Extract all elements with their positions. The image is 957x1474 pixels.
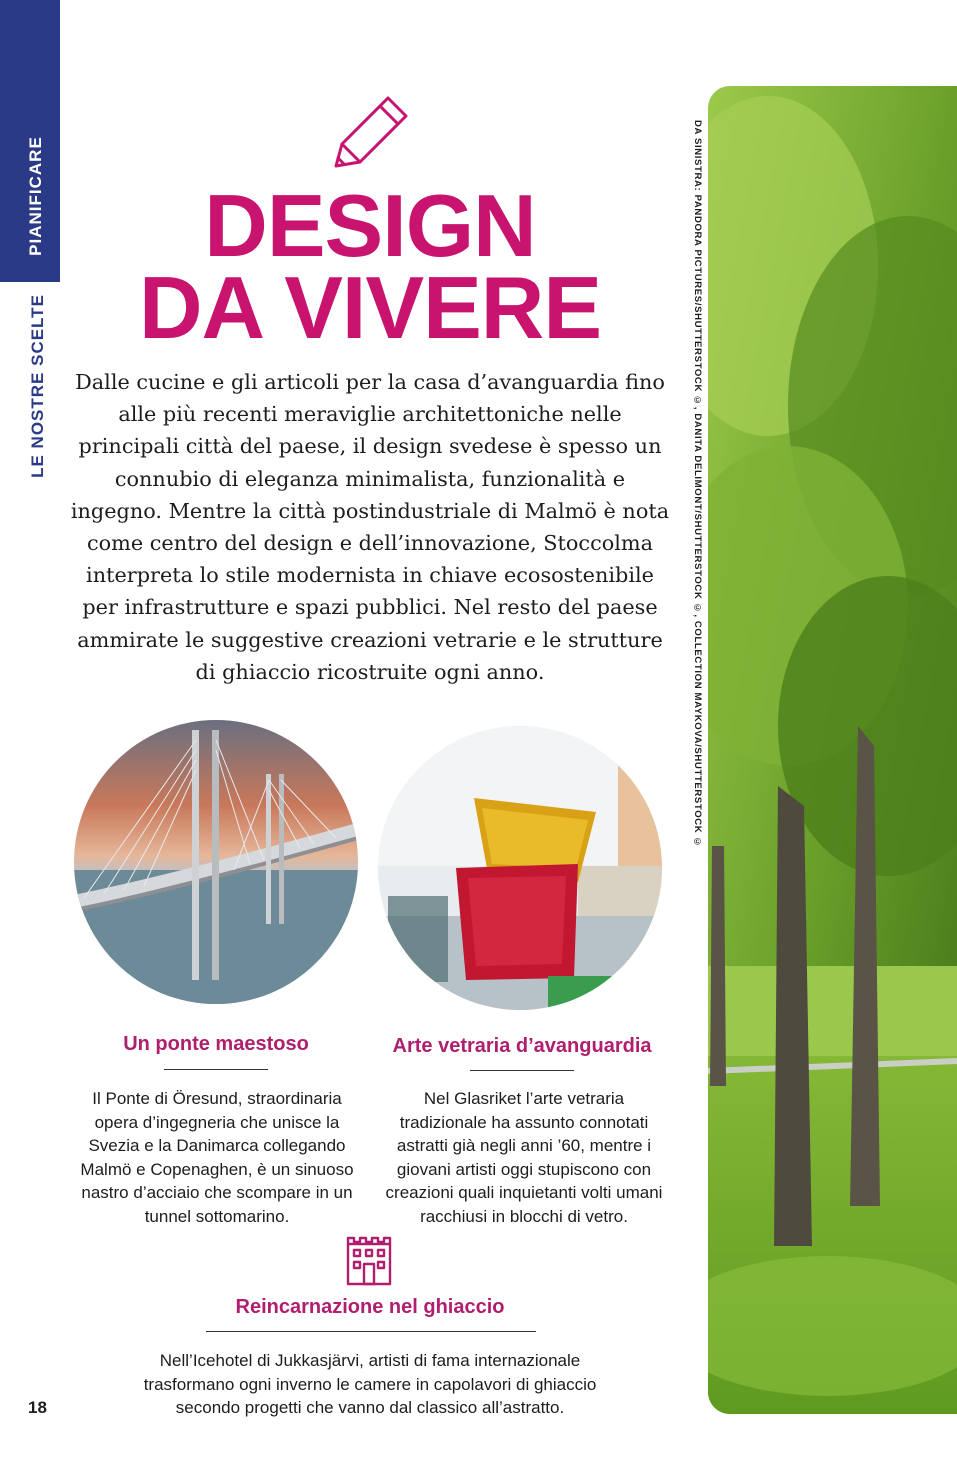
feature-rule-glass bbox=[470, 1070, 574, 1071]
page-number: 18 bbox=[28, 1398, 47, 1417]
intro-paragraph: Dalle cucine e gli articoli per la casa d’avanguardia fino alle più recenti meraviglie architettoniche nelle principali città del paese, il design svedese è spesso un connubio di eleganza minimalista, funzionalità e ingegno. Mentre la città postindustriale di Malmö è nota come centro del design e dell’innovazione, Stoccolma interpreta lo stile modernista in chiave ecosostenibile per infrastrutture e spazi pubblici. Nel resto del paese ammirate le suggestive creazioni vetrarie e le strutture di ghiaccio ricostruite ogni anno. bbox=[70, 370, 670, 684]
feature-text-bridge: Il Ponte di Öresund, straordinaria opera d’ingegneria che unisce la Svezia e la Danimarca collegando Malmö e Copenaghen, è un sinuoso nastro d’acciaio che scompare in un tunnel sottomarino. bbox=[80, 1089, 354, 1226]
bridge-photo bbox=[74, 720, 358, 1004]
feature-heading-glass: Arte vetraria d’avanguardia bbox=[392, 1035, 652, 1057]
page-title-line-2: DA VIVERE bbox=[138, 258, 602, 357]
feature-rule-bridge bbox=[164, 1069, 268, 1070]
feature-heading-ice: Reincarnazione nel ghiaccio bbox=[235, 1296, 505, 1318]
feature-text-ice: Nell’Icehotel di Jukkasjärvi, artisti di fama internazionale trasformano ogni inverno le camere in capolavori di ghiaccio secondo progetti che vanno dal classico all’astratto. bbox=[143, 1351, 597, 1418]
feature-text-glass: Nel Glasriket l’arte vetraria tradizionale ha assunto connotati astratti già negli anni ’60, mentre i giovani artisti oggi stupiscono con creazioni quali inquietanti volti umani racchiusi in blocchi di vetro. bbox=[385, 1089, 663, 1226]
section-sub-label: LE NOSTRE SCELTE bbox=[28, 294, 47, 478]
pencil-icon bbox=[332, 94, 410, 170]
trees-photo bbox=[708, 86, 957, 1414]
hotel-icon bbox=[344, 1234, 394, 1288]
section-tab-label: PIANIFICARE bbox=[26, 136, 45, 256]
glassware-photo bbox=[378, 726, 662, 1010]
feature-rule-ice bbox=[206, 1331, 536, 1332]
feature-heading-bridge: Un ponte maestoso bbox=[123, 1033, 309, 1055]
photo-credit: DA SINISTRA: PANDORA PICTURES/SHUTTERSTOCK ©, DANITA DELIMONT/SHUTTERSTOCK ©, COLLECTION MAYKOVA/SHUTTERSTOCK © bbox=[692, 120, 703, 849]
page-title-line-1: DESIGN bbox=[204, 176, 536, 275]
